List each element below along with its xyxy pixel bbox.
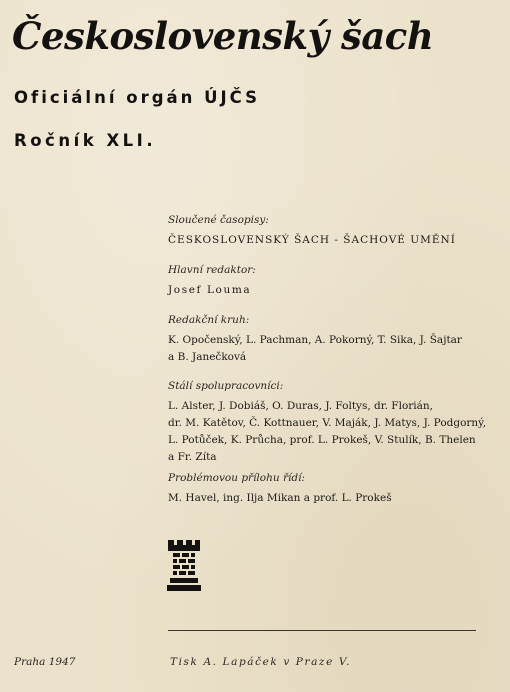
- contributors-line: a Fr. Zíta: [168, 451, 217, 463]
- chief-editor-label: Hlavní redaktor:: [168, 264, 256, 276]
- editorial-board-line: K. Opočenský, L. Pachman, A. Pokorný, T. Sika, J. Šajtar: [168, 334, 462, 346]
- editorial-board-section: [168, 314, 498, 366]
- masthead-title: Československý šach: [12, 14, 434, 58]
- contributors-label: Stálí spolupracovníci:: [168, 380, 284, 392]
- contributors-line: dr. M. Katětov, Č. Kottnauer, V. Maják, J. Matys, J. Podgorný,: [168, 417, 487, 429]
- merged-journals-label: Sloučené časopisy:: [168, 214, 269, 226]
- place-and-year: Praha 1947: [14, 656, 76, 668]
- editorial-board-label: Redakční kruh:: [168, 314, 250, 326]
- printer-imprint: Tisk A. Lapáček v Praze V.: [170, 656, 352, 668]
- problem-supplement-editors: M. Havel, ing. Ilja Mikan a prof. L. Prokeš: [168, 492, 392, 504]
- merged-journals-text: ČESKOSLOVENSKÝ ŠACH - ŠACHOVÉ UMĚNÍ: [168, 234, 456, 246]
- volume-number: Ročník XLI.: [14, 131, 157, 150]
- rook-icon: [167, 540, 201, 596]
- chief-editor-section: [168, 264, 498, 299]
- contributors-section: [168, 380, 498, 466]
- editorial-board-line: a B. Janečková: [168, 351, 247, 363]
- contributors-line: L. Alster, J. Dobiáš, O. Duras, J. Foltys, dr. Florián,: [168, 400, 433, 412]
- official-organ-subtitle: Oficiální orgán ÚJČS: [14, 88, 260, 107]
- chief-editor-name: Josef Louma: [168, 284, 252, 296]
- merged-journals-section: [168, 214, 498, 249]
- contributors-line: L. Potůček, K. Průcha, prof. L. Prokeš, V. Stulík, B. Thelen: [168, 434, 476, 446]
- problem-supplement-label: Problémovou přílohu řídí:: [168, 472, 305, 484]
- footer-divider: [168, 630, 476, 631]
- problem-supplement-section: [168, 472, 498, 507]
